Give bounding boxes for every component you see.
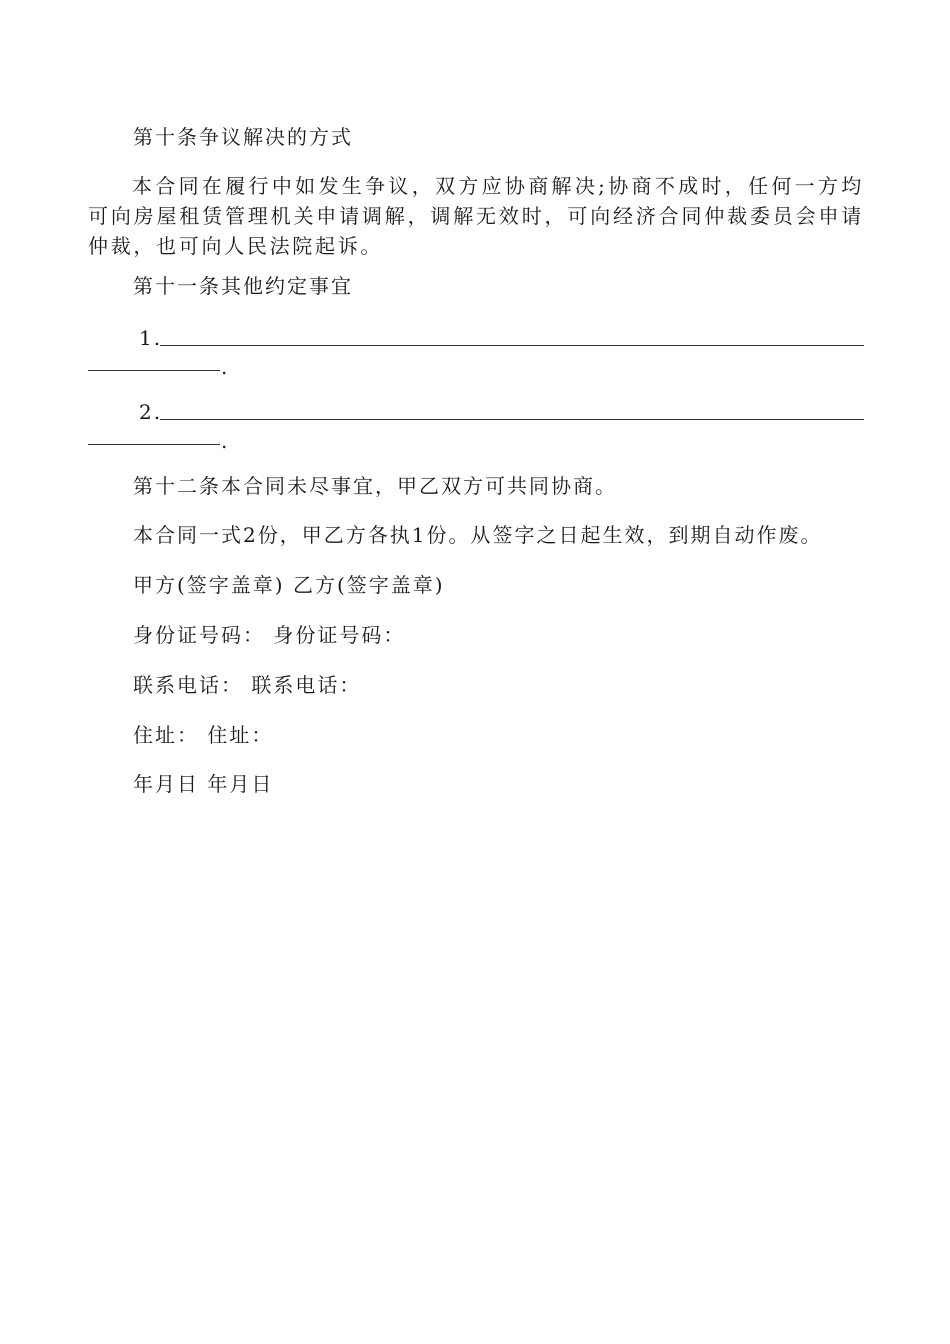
id-number-line: 身份证号码： 身份证号码： xyxy=(133,623,406,647)
item-end-mark: . xyxy=(221,355,228,379)
fill-in-blank-line-continued xyxy=(88,370,220,371)
address-line: 住址： 住址： xyxy=(133,723,274,747)
article-11-heading: 第十一条其他约定事宜 xyxy=(133,274,353,298)
fill-in-blank-line-continued xyxy=(88,444,220,445)
item-number: 1. xyxy=(139,326,163,350)
article-12-text: 第十二条本合同未尽事宜，甲乙双方可共同协商。 xyxy=(133,474,617,498)
article-10-heading: 第十条争议解决的方式 xyxy=(133,125,353,149)
phone-line: 联系电话： 联系电话： xyxy=(133,673,362,697)
fill-in-blank-line xyxy=(160,419,864,420)
copies-clause: 本合同一式2份，甲乙方各执1份。从签字之日起生效，到期自动作废。 xyxy=(133,523,823,547)
item-number: 2. xyxy=(139,400,163,424)
signature-parties: 甲方(签字盖章) 乙方(签字盖章) xyxy=(133,573,445,597)
date-line: 年月日 年月日 xyxy=(133,772,274,796)
article-10-body: 本合同在履行中如发生争议，双方应协商解决;协商不成时，任何一方均可向房屋租赁管理机关申请调解，调解无效时，可向经济合同仲裁委员会申请仲裁，也可向人民法院起诉。 xyxy=(88,174,864,258)
fill-in-blank-line xyxy=(160,345,864,346)
item-end-mark: . xyxy=(221,429,228,453)
